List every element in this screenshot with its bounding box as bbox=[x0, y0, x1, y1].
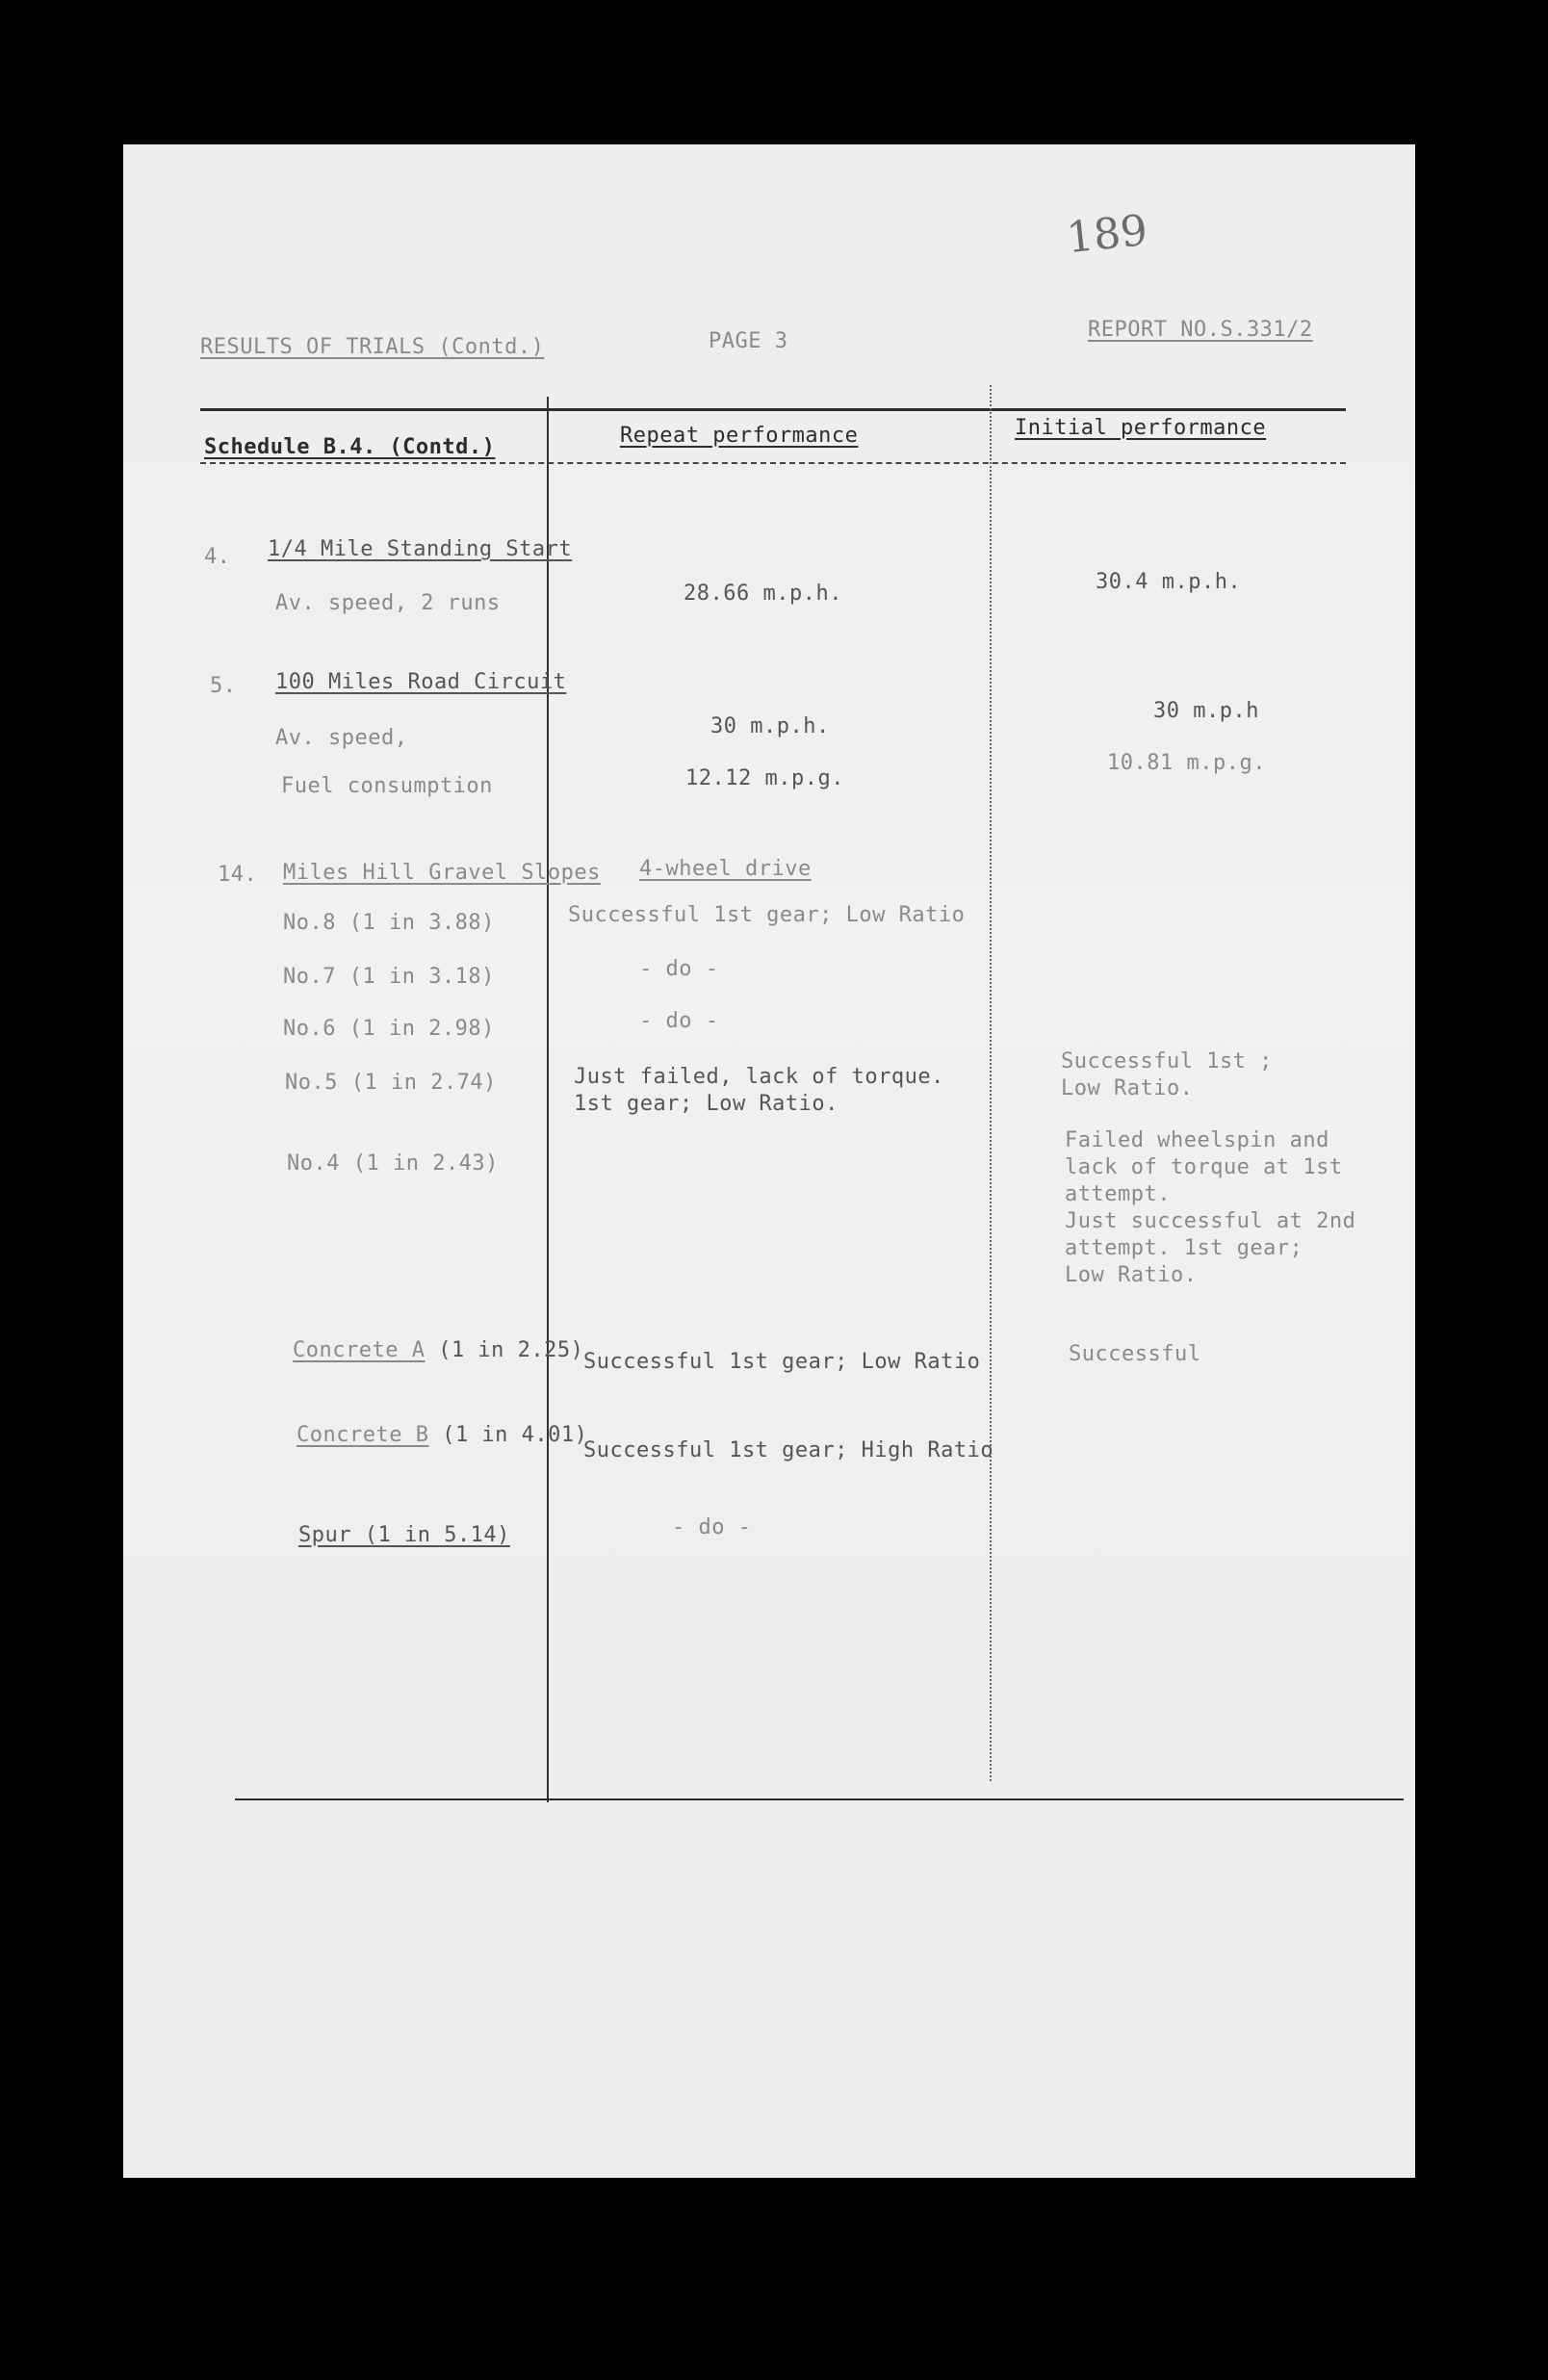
row-label-rest: (1 in 2.25) bbox=[425, 1338, 584, 1362]
repeat-value: - do - bbox=[672, 1515, 752, 1539]
initial-value: 10.81 m.p.g. bbox=[1107, 751, 1266, 775]
initial-value-line2: Low Ratio. bbox=[1061, 1076, 1194, 1100]
section-title: 1/4 Mile Standing Start bbox=[268, 537, 573, 561]
row-label: Av. speed, bbox=[275, 726, 408, 750]
section-number: 5. bbox=[210, 674, 237, 698]
row-label: No.8 (1 in 3.88) bbox=[283, 911, 495, 935]
row-label: No.5 (1 in 2.74) bbox=[285, 1071, 497, 1095]
row-label-underlined: Spur (1 in 5.14) bbox=[298, 1523, 510, 1547]
column-header-repeat: Repeat performance bbox=[620, 424, 859, 448]
initial-note-line: Low Ratio. bbox=[1065, 1263, 1198, 1287]
row-label: Fuel consumption bbox=[281, 774, 493, 798]
row-label-underlined: Concrete A bbox=[293, 1338, 426, 1362]
repeat-value: Successful 1st gear; High Ratio bbox=[583, 1438, 994, 1462]
initial-note-line: Just successful at 2nd bbox=[1065, 1209, 1356, 1233]
repeat-value-line1: Just failed, lack of torque. bbox=[574, 1065, 944, 1089]
initial-value: 30.4 m.p.h. bbox=[1096, 570, 1242, 594]
row-label: Av. speed, 2 runs bbox=[275, 591, 501, 615]
repeat-value: Successful 1st gear; Low Ratio bbox=[568, 903, 966, 927]
table-header-rule bbox=[200, 462, 1346, 464]
row-label-underlined: Concrete B bbox=[297, 1423, 429, 1447]
row-label bbox=[298, 1523, 510, 1547]
section-number: 4. bbox=[204, 545, 231, 569]
section-number: 14. bbox=[218, 863, 258, 887]
column-header-initial: Initial performance bbox=[1015, 416, 1267, 440]
repeat-value: - do - bbox=[639, 957, 719, 981]
row-label bbox=[297, 1423, 587, 1447]
header-page-number: PAGE 3 bbox=[709, 329, 788, 353]
repeat-value: - do - bbox=[639, 1009, 719, 1033]
column-divider-1 bbox=[547, 397, 549, 1802]
repeat-value: 12.12 m.p.g. bbox=[685, 766, 844, 790]
row-label bbox=[293, 1338, 583, 1362]
initial-note-line: Failed wheelspin and bbox=[1065, 1128, 1329, 1152]
header-report-number: REPORT NO.S.331/2 bbox=[1088, 318, 1313, 342]
section-title: Miles Hill Gravel Slopes bbox=[283, 861, 601, 885]
initial-note-line: lack of torque at 1st bbox=[1065, 1155, 1343, 1179]
table-top-rule bbox=[200, 408, 1346, 411]
row-label: No.7 (1 in 3.18) bbox=[283, 965, 495, 989]
drive-note: 4-wheel drive bbox=[639, 857, 812, 881]
row-label-rest: (1 in 4.01) bbox=[428, 1423, 588, 1447]
column-header-schedule: Schedule B.4. (Contd.) bbox=[204, 435, 496, 459]
handwritten-page-number: 189 bbox=[1064, 205, 1150, 264]
document-page bbox=[123, 144, 1415, 2178]
repeat-value: 28.66 m.p.h. bbox=[684, 582, 842, 606]
initial-note-line: attempt. bbox=[1065, 1182, 1171, 1206]
repeat-value: 30 m.p.h. bbox=[710, 714, 830, 738]
initial-value: 30 m.p.h bbox=[1153, 699, 1259, 723]
repeat-value-line2: 1st gear; Low Ratio. bbox=[574, 1092, 838, 1116]
header-left: RESULTS OF TRIALS (Contd.) bbox=[200, 335, 545, 359]
column-divider-2 bbox=[990, 385, 992, 1781]
initial-value: Successful bbox=[1069, 1342, 1201, 1366]
table-bottom-rule bbox=[235, 1798, 1404, 1800]
initial-note-line: attempt. 1st gear; bbox=[1065, 1236, 1303, 1260]
row-label: No.6 (1 in 2.98) bbox=[283, 1017, 495, 1041]
row-label: No.4 (1 in 2.43) bbox=[287, 1151, 499, 1176]
section-title: 100 Miles Road Circuit bbox=[275, 670, 567, 694]
initial-value-line1: Successful 1st ; bbox=[1061, 1049, 1273, 1074]
repeat-value: Successful 1st gear; Low Ratio bbox=[583, 1350, 981, 1374]
